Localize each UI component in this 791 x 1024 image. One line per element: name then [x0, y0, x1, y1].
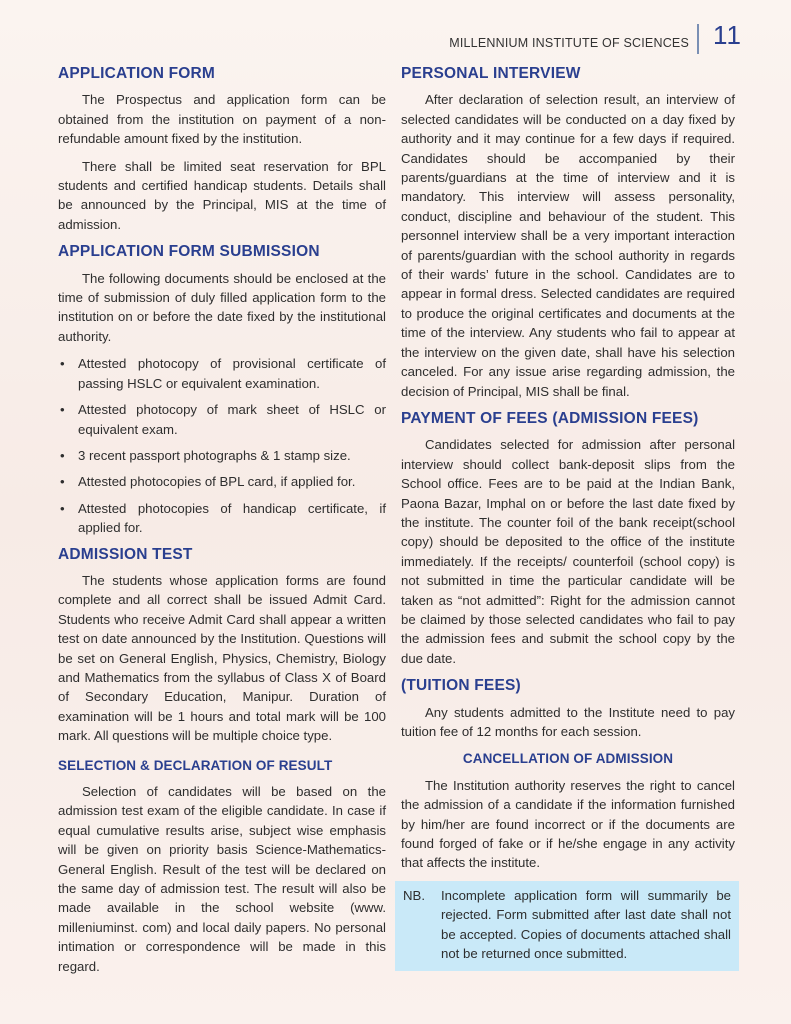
cancellation-heading: CANCELLATION OF ADMISSION: [462, 751, 674, 767]
selection-heading: SELECTION & DECLARATION OF RESULT: [58, 757, 333, 773]
tuition-heading: (TUITION FEES): [401, 677, 521, 695]
application-form-section: [58, 64, 386, 234]
bullet-icon: •: [60, 447, 65, 463]
admission-test-section: [58, 545, 386, 746]
list-item: • Attested photocopy of provisional certificate of passing HSLC or equivalent examination.: [60, 356, 386, 391]
bullet-icon: •: [60, 474, 65, 490]
cancellation-section: [401, 749, 735, 872]
list-item: • Attested photocopies of handicap certificate, if applied for.: [60, 500, 386, 536]
admission-test-heading: ADMISSION TEST: [58, 545, 193, 563]
left-column: [58, 64, 386, 984]
note-label: NB.: [403, 887, 425, 903]
application-form-heading: APPLICATION FORM: [58, 65, 216, 82]
submission-section: [58, 242, 386, 537]
note-box: [395, 881, 739, 972]
header-title: MILLENNIUM INSTITUTE OF SCIENCES: [449, 36, 689, 50]
application-form-paragraph-2: There shall be limited seat reservation for BPL students and certified handicap students. Details shall be announced by the Principal, MIS at the time of admission.: [58, 158, 386, 232]
submission-heading: APPLICATION FORM SUBMISSION: [58, 243, 320, 261]
list-item: • Attested photocopies of BPL card, if applied for.: [58, 472, 386, 491]
page-number: 11: [713, 20, 742, 50]
cancellation-paragraph: The Institution authority reserves the right to cancel the admission of a candidate if the information furnished by him/her are found incorrect or if the documents are found forged of fake or if he/she engage in any activity that affects the institute.: [401, 777, 735, 871]
selection-section: [58, 756, 386, 976]
interview-heading: PERSONAL INTERVIEW: [401, 65, 581, 82]
interview-section: [401, 64, 735, 401]
payment-section: [401, 409, 735, 668]
bullet-icon: •: [60, 500, 65, 516]
admission-test-paragraph: The students whose application forms are found complete and all correct shall be issued Admit Card. Students who receive Admit Card shall appear a written test on date announced by the Institution. Questions will be set on General English, Physics, Chemistry, Biology and Mathematics from the syllabus of Class X of Board of Secondary Education, Manipur. Duration of examination will be 1 hours and total mark will be 100 mark. All questions will be multiple choice type.: [58, 572, 386, 744]
right-column: [401, 64, 735, 971]
payment-heading: PAYMENT OF FEES (ADMISSION FEES): [401, 409, 699, 427]
selection-paragraph: Selection of candidates will be based on the admission test exam of the eligible candidate. In case if equal cumulative results arise, subject wise emphasis will be given on priority basis Science-Mathematics-General English. Result of the test will be declared on the same day of admission test. The result will also be made available in the school website (www. milleniuminst. com) and local daily papers. No personal intimation or correspondence will be made in this regard.: [58, 784, 386, 974]
payment-paragraph: Candidates selected for admission after personal interview should collect bank-deposit slips from the School office. Fees are to be paid at the Indian Bank, Paona Bazar, Imphal on or before the last date fixed by the institute. The counter foil of the bank receipt(school copy) should be deposited to the office of the institute immediately. If the receipts/ counterfoil (school copy) is not submitted in time the particular candidate will be taken as “not admitted”: Right for the admission cannot be claimed by those selected candidates who fail to pay the admission fees and submit the school copy by the due date.: [401, 437, 735, 666]
tuition-section: [401, 676, 735, 741]
documents-list: [58, 354, 386, 537]
list-item: • 3 recent passport photographs & 1 stamp size.: [58, 446, 386, 465]
bullet-icon: •: [60, 402, 65, 418]
header-divider: [697, 24, 699, 54]
list-item: • Attested photocopy of mark sheet of HSLC or equivalent exam.: [60, 402, 386, 437]
note-text: Incomplete application form will summarily be rejected. Form submitted after last date shall not be accepted. Copies of documents attached shall not be returned once submitted.: [441, 887, 731, 962]
application-form-paragraph-1: The Prospectus and application form can be obtained from the institution on payment of a non-refundable amount fixed by the institution.: [58, 92, 386, 147]
page-header: [449, 24, 699, 54]
submission-paragraph: The following documents should be enclosed at the time of submission of duly filled application form to the institution on or before the date fixed by the institutional authority.: [58, 270, 386, 344]
tuition-paragraph: Any students admitted to the Institute need to pay tuition fee of 12 months for each session.: [401, 704, 735, 739]
interview-paragraph: After declaration of selection result, an interview of selected candidates will be conducted on a day fixed by authority and it may continue for a few days if required. Candidates should be accompanied by their parents/guardians at the time of interview and it is mandatory. This interview will assess personality, conduct, discipline and behaviour of the student. This personnel interview shall be a very important interaction of parents/guardian with the school authority in regards of their wards’ future in the school. Candidates are to appear in formal dress. Selected candidates are required to produce the original certificates and documents at the time of the interview. Any students who fail to appear at the interview on the given date, shall have his selection canceled. For any issue arise regarding admission, the decision of Principal, MIS shall be final.: [401, 92, 735, 399]
bullet-icon: •: [60, 356, 65, 372]
